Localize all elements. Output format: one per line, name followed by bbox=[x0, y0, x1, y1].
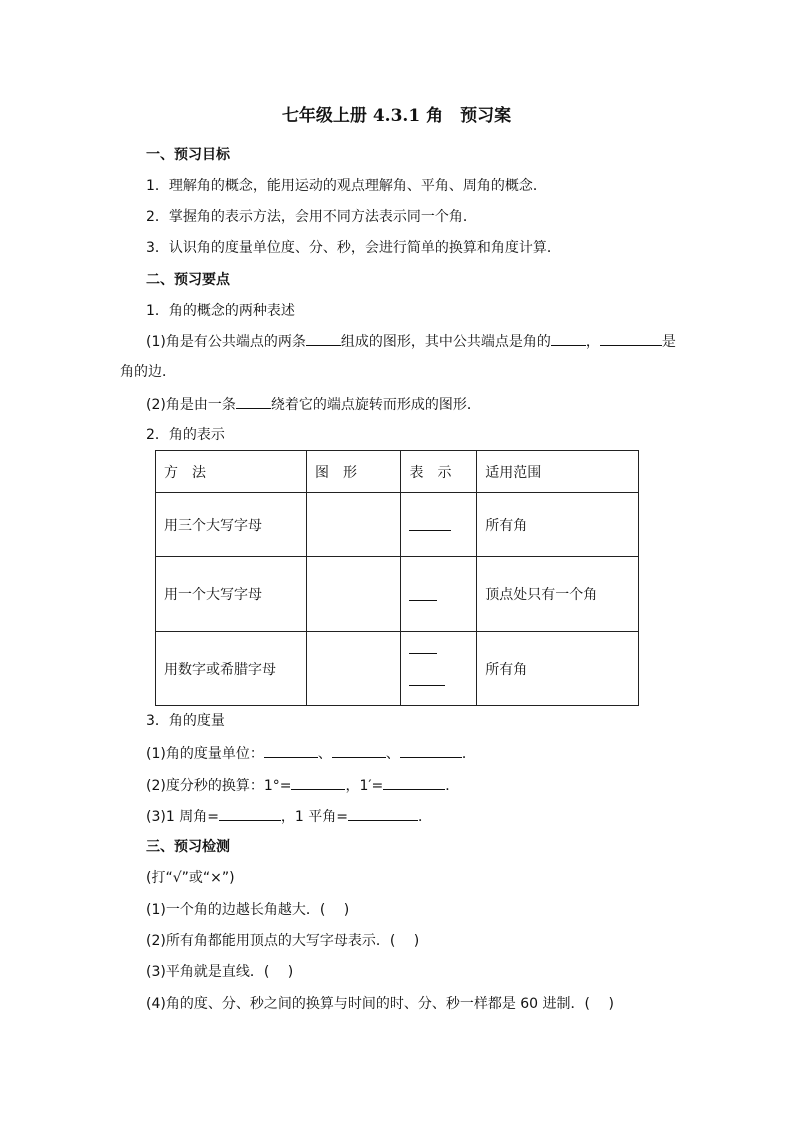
period: ． bbox=[461, 746, 476, 762]
notation-cell[interactable] bbox=[401, 557, 477, 632]
answer-blank[interactable] bbox=[219, 806, 281, 821]
answer-blank[interactable] bbox=[306, 331, 341, 346]
figure-cell[interactable] bbox=[306, 557, 400, 632]
angle-notation-table bbox=[155, 450, 639, 706]
scope-cell: 所有角 bbox=[477, 493, 639, 557]
notation-cell[interactable] bbox=[401, 493, 477, 557]
answer-blank[interactable] bbox=[409, 599, 437, 601]
header-notation: 表 示 bbox=[401, 451, 477, 493]
header-method: 方 法 bbox=[156, 451, 307, 493]
check-item-1[interactable]: (1)一个角的边越长角越大．( ) bbox=[146, 902, 350, 918]
page-title: 七年级上册 4.3.1 角 预习案 bbox=[281, 106, 512, 126]
point-1b-end: 绕着它的端点旋转而形成的图形． bbox=[270, 397, 481, 413]
answer-blank[interactable] bbox=[409, 529, 451, 531]
point-3a bbox=[146, 743, 476, 764]
scope-cell: 所有角 bbox=[477, 632, 639, 706]
table-row bbox=[156, 632, 639, 706]
header-scope: 适用范围 bbox=[477, 451, 639, 493]
check-item-4[interactable]: (4)角的度、分、秒之间的换算与时间的时、分、秒一样都是 60 进制．( ) bbox=[146, 996, 614, 1012]
point-3b-pre: (2)度分秒的换算：1°= bbox=[146, 778, 292, 794]
check-item-3[interactable]: (3)平角就是直线．( ) bbox=[146, 964, 294, 980]
answer-blank[interactable] bbox=[332, 743, 386, 758]
period: ． bbox=[418, 809, 433, 825]
goal-item-1: 1．理解角的概念，能用运动的观点理解角、平角、周角的概念． bbox=[146, 178, 547, 194]
section-heading-goals: 一、预习目标 bbox=[146, 147, 230, 163]
point-1a bbox=[146, 331, 676, 352]
point-1a-continued: 角的边． bbox=[120, 364, 176, 380]
answer-blank[interactable] bbox=[291, 775, 345, 790]
point-3a-pre: (1)角的度量单位： bbox=[146, 746, 264, 762]
check-instruction: (打“√”或“×”) bbox=[146, 870, 235, 886]
answer-blank[interactable] bbox=[383, 775, 445, 790]
goal-item-3: 3．认识角的度量单位度、分、秒，会进行简单的换算和角度计算． bbox=[146, 240, 561, 256]
table-row bbox=[156, 493, 639, 557]
scope-cell: 顶点处只有一个角 bbox=[477, 557, 639, 632]
answer-blank[interactable] bbox=[409, 684, 445, 686]
goal-item-2: 2．掌握角的表示方法，会用不同方法表示同一个角． bbox=[146, 209, 477, 225]
point-1-title: 1．角的概念的两种表述 bbox=[146, 303, 295, 319]
point-3-title: 3．角的度量 bbox=[146, 713, 225, 729]
notation-cell[interactable] bbox=[401, 632, 477, 706]
header-figure: 图 形 bbox=[306, 451, 400, 493]
point-1a-pre: (1)角是有公共端点的两条 bbox=[146, 334, 306, 350]
answer-blank[interactable] bbox=[409, 652, 437, 654]
answer-blank[interactable] bbox=[236, 394, 271, 409]
table-row bbox=[156, 557, 639, 632]
point-1b-pre: (2)角是由一条 bbox=[146, 397, 236, 413]
method-cell: 用一个大写字母 bbox=[156, 557, 307, 632]
answer-blank[interactable] bbox=[400, 743, 462, 758]
figure-cell[interactable] bbox=[306, 493, 400, 557]
answer-blank[interactable] bbox=[551, 331, 586, 346]
separator: 、 bbox=[385, 746, 400, 762]
answer-blank[interactable] bbox=[348, 806, 418, 821]
point-1b bbox=[146, 394, 481, 415]
point-2-title: 2．角的表示 bbox=[146, 427, 225, 443]
method-cell: 用三个大写字母 bbox=[156, 493, 307, 557]
point-3c-pre: (3)1 周角= bbox=[146, 809, 219, 825]
method-cell: 用数字或希腊字母 bbox=[156, 632, 307, 706]
check-item-2[interactable]: (2)所有角都能用顶点的大写字母表示．( ) bbox=[146, 933, 420, 949]
figure-cell[interactable] bbox=[306, 632, 400, 706]
point-3c-mid: ，1 平角= bbox=[280, 809, 349, 825]
point-3b-mid: ，1′= bbox=[345, 778, 384, 794]
point-1a-comma: ， bbox=[585, 334, 600, 350]
answer-blank[interactable] bbox=[600, 331, 662, 346]
point-1a-mid: 组成的图形，其中公共端点是角的 bbox=[340, 334, 551, 350]
section-heading-check: 三、预习检测 bbox=[146, 839, 230, 855]
point-3c bbox=[146, 806, 432, 827]
table-header-row bbox=[156, 451, 639, 493]
section-heading-points: 二、预习要点 bbox=[146, 272, 230, 288]
answer-blank[interactable] bbox=[264, 743, 318, 758]
point-1a-end: 是 bbox=[661, 334, 676, 350]
separator: 、 bbox=[317, 746, 332, 762]
point-3b bbox=[146, 775, 459, 796]
period: ． bbox=[445, 778, 460, 794]
